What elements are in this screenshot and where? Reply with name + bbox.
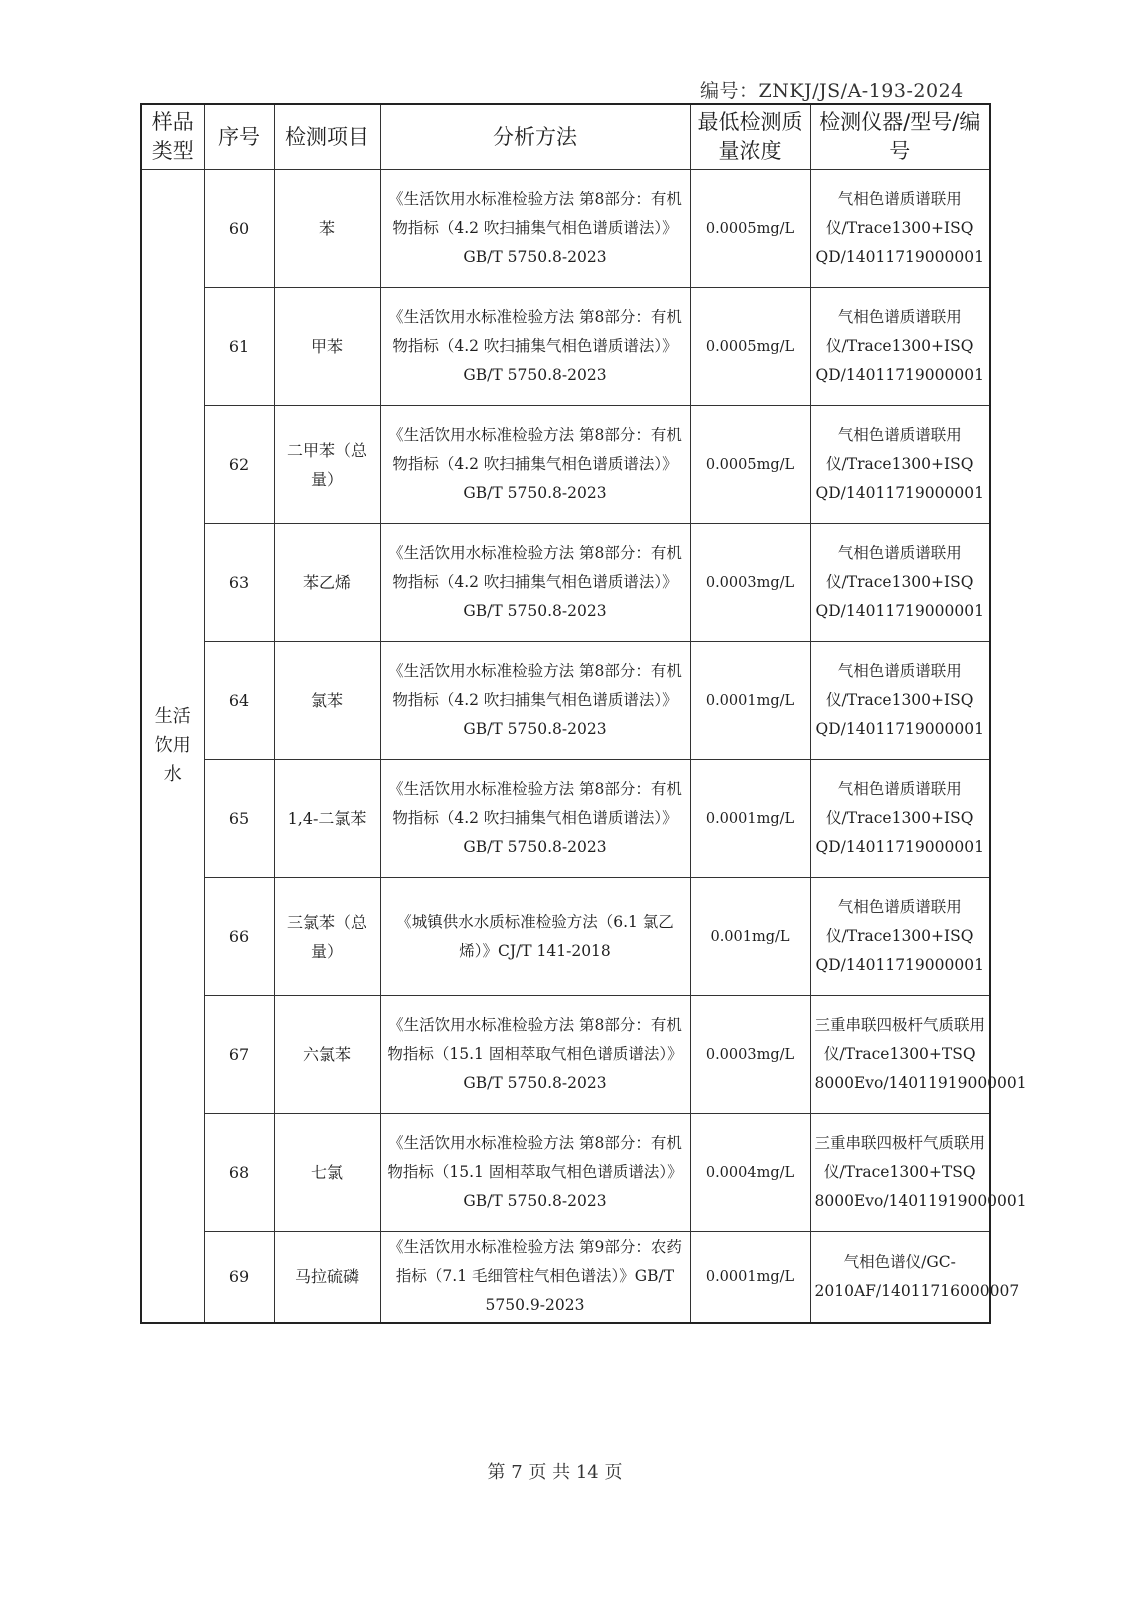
header-sample-type: 样品类型 bbox=[141, 104, 204, 170]
item-cell: 三氯苯（总量） bbox=[274, 878, 380, 996]
item-cell: 六氯苯 bbox=[274, 996, 380, 1114]
test-methods-table bbox=[140, 103, 1027, 1324]
limit-cell: 0.0001mg/L bbox=[690, 1232, 810, 1323]
item-cell: 氯苯 bbox=[274, 642, 380, 760]
header-method: 分析方法 bbox=[380, 104, 690, 170]
seq-cell: 66 bbox=[204, 878, 274, 996]
method-cell: 《城镇供水水质标准检验方法（6.1 氯乙烯）》CJ/T 141-2018 bbox=[380, 878, 690, 996]
table-row bbox=[141, 642, 990, 760]
limit-cell: 0.0005mg/L bbox=[690, 170, 810, 288]
seq-cell: 68 bbox=[204, 1114, 274, 1232]
instrument-cell: 气相色谱质谱联用仪/Trace1300+ISQ QD/14011719000001 bbox=[810, 170, 990, 288]
seq-cell: 62 bbox=[204, 406, 274, 524]
seq-cell: 63 bbox=[204, 524, 274, 642]
header-instrument: 检测仪器/型号/编号 bbox=[810, 104, 990, 170]
method-cell: 《生活饮用水标准检验方法 第8部分：有机物指标（4.2 吹扫捕集气相色谱质谱法）》GB/T 5750.8-2023 bbox=[380, 524, 690, 642]
instrument-cell: 三重串联四极杆气质联用仪/Trace1300+TSQ 8000Evo/14011919000001 bbox=[810, 996, 990, 1114]
method-cell: 《生活饮用水标准检验方法 第8部分：有机物指标（4.2 吹扫捕集气相色谱质谱法）》GB/T 5750.8-2023 bbox=[380, 406, 690, 524]
table-row bbox=[141, 1232, 990, 1323]
header-item: 检测项目 bbox=[274, 104, 380, 170]
sample-type-cell: 生活饮用水 bbox=[141, 170, 204, 1323]
item-cell: 马拉硫磷 bbox=[274, 1232, 380, 1323]
table-row bbox=[141, 996, 990, 1114]
seq-cell: 64 bbox=[204, 642, 274, 760]
method-cell: 《生活饮用水标准检验方法 第8部分：有机物指标（4.2 吹扫捕集气相色谱质谱法）》GB/T 5750.8-2023 bbox=[380, 642, 690, 760]
seq-cell: 69 bbox=[204, 1232, 274, 1323]
instrument-cell: 气相色谱质谱联用仪/Trace1300+ISQ QD/14011719000001 bbox=[810, 288, 990, 406]
item-cell: 1,4-二氯苯 bbox=[274, 760, 380, 878]
method-cell: 《生活饮用水标准检验方法 第8部分：有机物指标（4.2 吹扫捕集气相色谱质谱法）》GB/T 5750.8-2023 bbox=[380, 760, 690, 878]
seq-cell: 65 bbox=[204, 760, 274, 878]
limit-cell: 0.0005mg/L bbox=[690, 288, 810, 406]
method-cell: 《生活饮用水标准检验方法 第8部分：有机物指标（15.1 固相萃取气相色谱质谱法）》GB/T 5750.8-2023 bbox=[380, 996, 690, 1114]
header-seq: 序号 bbox=[204, 104, 274, 170]
table-row bbox=[141, 760, 990, 878]
limit-cell: 0.0003mg/L bbox=[690, 996, 810, 1114]
limit-cell: 0.0001mg/L bbox=[690, 760, 810, 878]
table-row bbox=[141, 288, 990, 406]
seq-cell: 60 bbox=[204, 170, 274, 288]
limit-cell: 0.0004mg/L bbox=[690, 1114, 810, 1232]
table-row bbox=[141, 878, 990, 996]
seq-cell: 67 bbox=[204, 996, 274, 1114]
instrument-cell: 气相色谱质谱联用仪/Trace1300+ISQ QD/14011719000001 bbox=[810, 642, 990, 760]
limit-cell: 0.001mg/L bbox=[690, 878, 810, 996]
method-cell: 《生活饮用水标准检验方法 第8部分：有机物指标（4.2 吹扫捕集气相色谱质谱法）》GB/T 5750.8-2023 bbox=[380, 170, 690, 288]
method-cell: 《生活饮用水标准检验方法 第9部分：农药指标（7.1 毛细管柱气相色谱法）》GB/T 5750.9-2023 bbox=[380, 1232, 690, 1323]
method-cell: 《生活饮用水标准检验方法 第8部分：有机物指标（4.2 吹扫捕集气相色谱质谱法）》GB/T 5750.8-2023 bbox=[380, 288, 690, 406]
instrument-cell: 气相色谱质谱联用仪/Trace1300+ISQ QD/14011719000001 bbox=[810, 524, 990, 642]
instrument-cell: 气相色谱仪/GC-2010AF/14011716000007 bbox=[810, 1232, 990, 1323]
instrument-cell: 气相色谱质谱联用仪/Trace1300+ISQ QD/14011719000001 bbox=[810, 406, 990, 524]
table-row bbox=[141, 170, 990, 288]
limit-cell: 0.0005mg/L bbox=[690, 406, 810, 524]
instrument-cell: 气相色谱质谱联用仪/Trace1300+ISQ QD/14011719000001 bbox=[810, 878, 990, 996]
method-cell: 《生活饮用水标准检验方法 第8部分：有机物指标（15.1 固相萃取气相色谱质谱法）》GB/T 5750.8-2023 bbox=[380, 1114, 690, 1232]
limit-cell: 0.0001mg/L bbox=[690, 642, 810, 760]
instrument-cell: 三重串联四极杆气质联用仪/Trace1300+TSQ 8000Evo/14011919000001 bbox=[810, 1114, 990, 1232]
table-row bbox=[141, 524, 990, 642]
instrument-cell: 气相色谱质谱联用仪/Trace1300+ISQ QD/14011719000001 bbox=[810, 760, 990, 878]
document-number: 编号：ZNKJ/JS/A-193-2024 bbox=[700, 80, 964, 102]
item-cell: 二甲苯（总量） bbox=[274, 406, 380, 524]
table-header-row bbox=[141, 104, 990, 170]
item-cell: 苯乙烯 bbox=[274, 524, 380, 642]
seq-cell: 61 bbox=[204, 288, 274, 406]
header-limit: 最低检测质量浓度 bbox=[690, 104, 810, 170]
limit-cell: 0.0003mg/L bbox=[690, 524, 810, 642]
table-row bbox=[141, 1114, 990, 1232]
page-number-footer: 第 7 页 共 14 页 bbox=[487, 1462, 623, 1483]
item-cell: 甲苯 bbox=[274, 288, 380, 406]
item-cell: 苯 bbox=[274, 170, 380, 288]
table-row bbox=[141, 406, 990, 524]
item-cell: 七氯 bbox=[274, 1114, 380, 1232]
